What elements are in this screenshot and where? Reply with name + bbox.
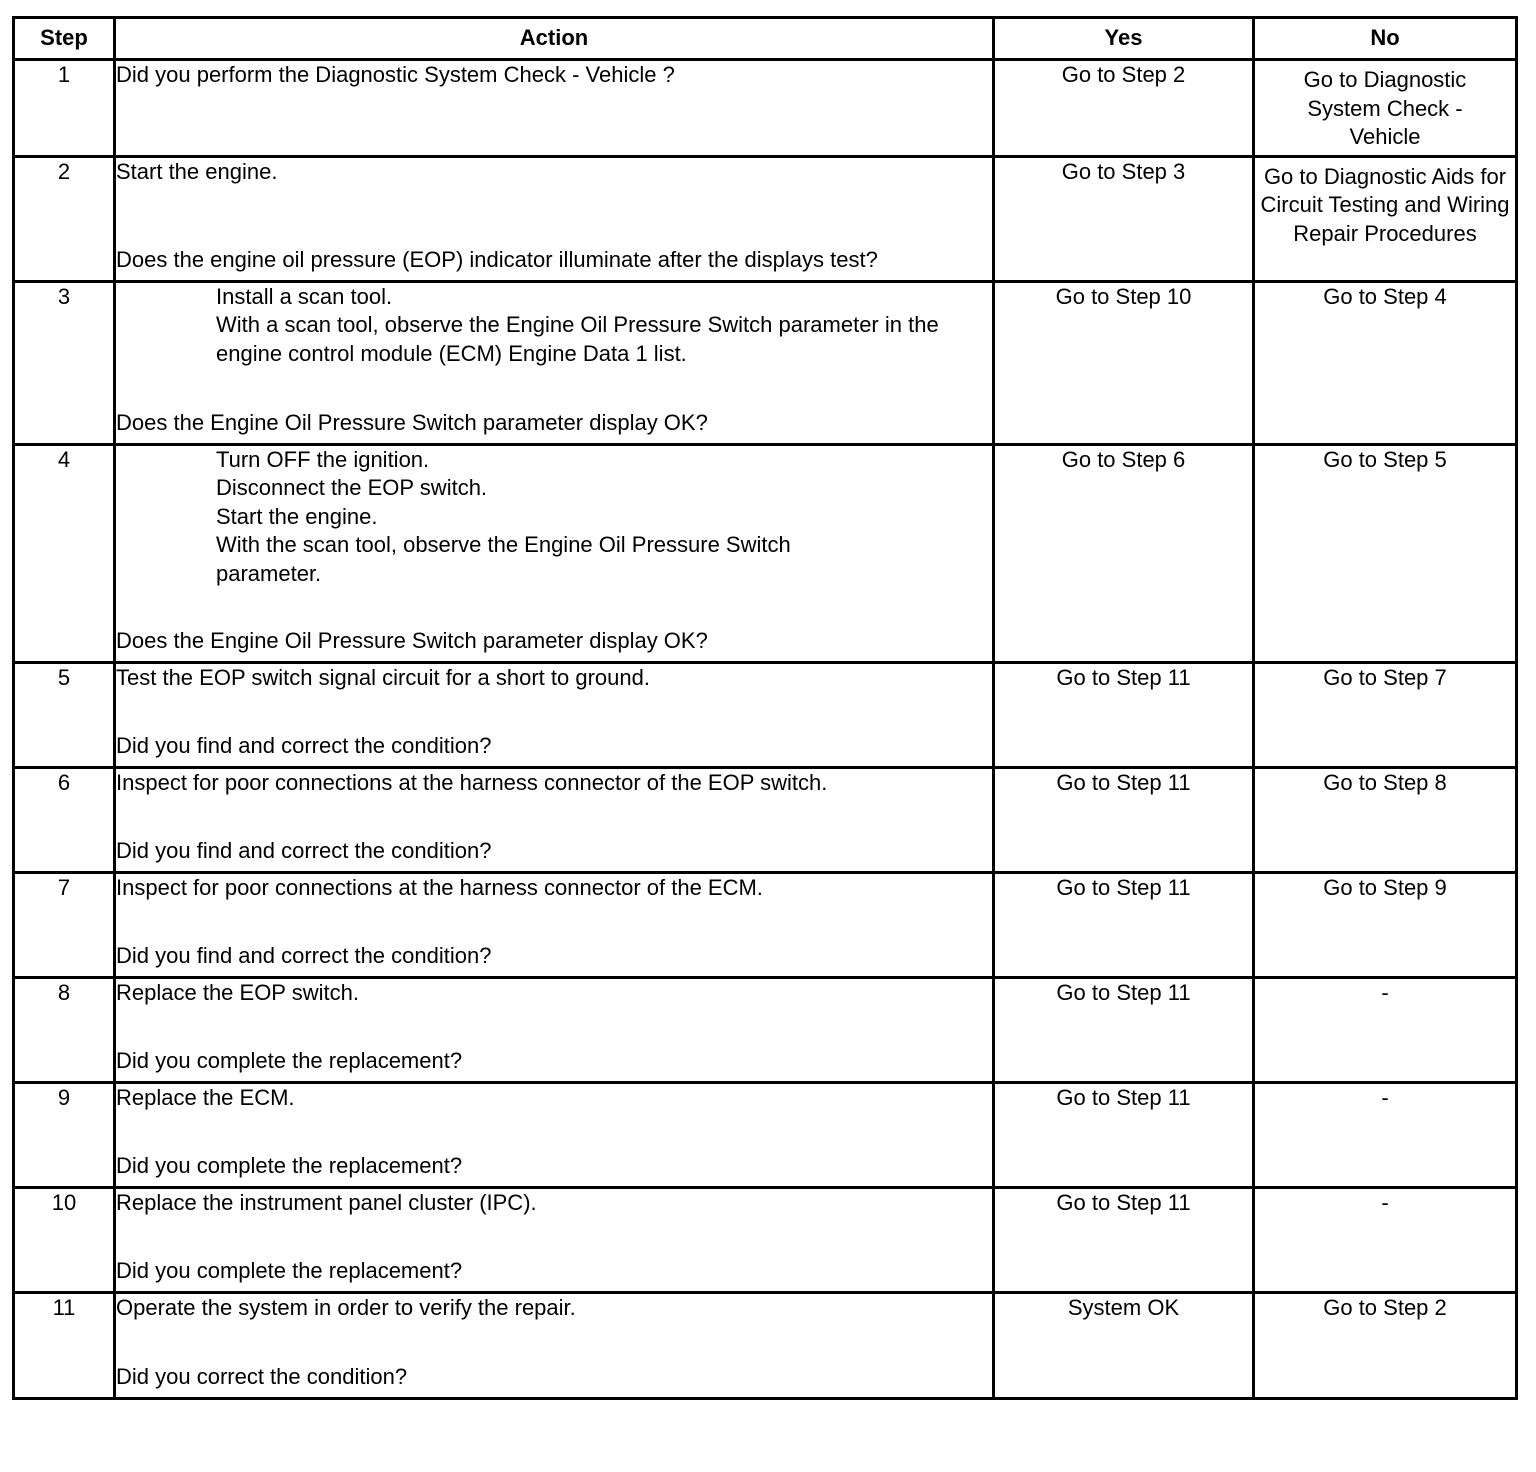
action-instruction: Turn OFF the ignition. bbox=[216, 446, 430, 472]
action-cell bbox=[115, 1082, 994, 1187]
yes-result: Go to Step 11 bbox=[994, 1187, 1254, 1292]
action-cell bbox=[115, 872, 994, 977]
spacer bbox=[116, 1322, 992, 1363]
header-step: Step bbox=[14, 18, 115, 60]
table-row bbox=[14, 1292, 1517, 1398]
action-question: Did you find and correct the condition? bbox=[116, 733, 492, 758]
action-instruction: Disconnect the EOP switch. bbox=[216, 475, 488, 500]
action-question: Did you find and correct the condition? bbox=[116, 943, 492, 968]
no-result: - bbox=[1254, 1187, 1517, 1292]
header-no: No bbox=[1254, 18, 1517, 60]
step-number: 1 bbox=[14, 60, 115, 157]
step-number: 4 bbox=[14, 444, 115, 662]
action-cell bbox=[115, 444, 994, 662]
spacer bbox=[116, 368, 992, 409]
step-number: 7 bbox=[14, 872, 115, 977]
spacer bbox=[116, 90, 992, 147]
yes-result: Go to Step 11 bbox=[994, 977, 1254, 1082]
header-yes: Yes bbox=[994, 18, 1254, 60]
action-instruction: Replace the EOP switch. bbox=[116, 979, 359, 1005]
step-number: 2 bbox=[14, 156, 115, 281]
header-action: Action bbox=[115, 18, 994, 60]
action-instruction: Operate the system in order to verify the repair. bbox=[116, 1294, 576, 1320]
step-number: 5 bbox=[14, 662, 115, 767]
yes-result: Go to Step 11 bbox=[994, 1082, 1254, 1187]
action-question: Does the Engine Oil Pressure Switch parameter display OK? bbox=[116, 628, 708, 653]
table-row bbox=[14, 1187, 1517, 1292]
yes-result: Go to Step 6 bbox=[994, 444, 1254, 662]
action-instruction: Replace the instrument panel cluster (IPC). bbox=[116, 1189, 537, 1215]
step-number: 8 bbox=[14, 977, 115, 1082]
spacer bbox=[116, 1217, 992, 1257]
yes-result: Go to Step 11 bbox=[994, 767, 1254, 872]
action-question: Does the engine oil pressure (EOP) indicator illuminate after the displays test? bbox=[116, 247, 878, 272]
action-instruction: Start the engine. bbox=[216, 503, 378, 529]
action-cell bbox=[115, 767, 994, 872]
action-instruction: Inspect for poor connections at the harness connector of the EOP switch. bbox=[116, 769, 828, 795]
action-question: Did you complete the replacement? bbox=[116, 1153, 463, 1178]
action-instruction: With the scan tool, observe the Engine Oil Pressure Switch parameter. bbox=[216, 532, 797, 586]
step-number: 3 bbox=[14, 281, 115, 444]
action-instruction: Did you perform the Diagnostic System Check - Vehicle ? bbox=[116, 62, 675, 87]
action-cell bbox=[115, 60, 994, 157]
table-row bbox=[14, 1082, 1517, 1187]
action-cell bbox=[115, 662, 994, 767]
step-number: 9 bbox=[14, 1082, 115, 1187]
action-cell bbox=[115, 1187, 994, 1292]
table-row bbox=[14, 662, 1517, 767]
table-row bbox=[14, 977, 1517, 1082]
table-row bbox=[14, 767, 1517, 872]
action-cell bbox=[115, 156, 994, 281]
action-instruction: Replace the ECM. bbox=[116, 1084, 295, 1110]
action-cell bbox=[115, 281, 994, 444]
no-result: Go to Step 8 bbox=[1254, 767, 1517, 872]
action-question: Did you correct the condition? bbox=[116, 1364, 408, 1389]
action-question: Did you complete the replacement? bbox=[116, 1048, 463, 1073]
header-row bbox=[14, 18, 1517, 60]
table-row bbox=[14, 156, 1517, 281]
yes-result: Go to Step 3 bbox=[994, 156, 1254, 281]
action-question: Does the Engine Oil Pressure Switch parameter display OK? bbox=[116, 410, 708, 435]
no-result: Go to Step 5 bbox=[1254, 444, 1517, 662]
spacer bbox=[116, 1112, 992, 1152]
diagnostic-table bbox=[12, 16, 1518, 1400]
action-instruction: Install a scan tool. bbox=[216, 283, 393, 309]
yes-result: Go to Step 11 bbox=[994, 872, 1254, 977]
no-result: Go to Step 2 bbox=[1254, 1292, 1517, 1398]
no-result: Go to Step 9 bbox=[1254, 872, 1517, 977]
spacer bbox=[116, 186, 992, 246]
yes-result: Go to Step 11 bbox=[994, 662, 1254, 767]
action-question: Did you find and correct the condition? bbox=[116, 838, 492, 863]
table-row bbox=[14, 60, 1517, 157]
no-result: Go to Diagnostic Aids for Circuit Testing and Wiring Repair Procedures bbox=[1254, 156, 1517, 281]
no-result: Go to Step 7 bbox=[1254, 662, 1517, 767]
action-cell bbox=[115, 1292, 994, 1398]
spacer bbox=[116, 902, 992, 942]
step-number: 10 bbox=[14, 1187, 115, 1292]
spacer bbox=[116, 797, 992, 837]
table-row bbox=[14, 872, 1517, 977]
step-number: 6 bbox=[14, 767, 115, 872]
action-question: Did you complete the replacement? bbox=[116, 1258, 463, 1283]
step-number: 11 bbox=[14, 1292, 115, 1398]
yes-result: System OK bbox=[994, 1292, 1254, 1398]
yes-result: Go to Step 10 bbox=[994, 281, 1254, 444]
action-instruction: With a scan tool, observe the Engine Oil Pressure Switch parameter in the engine control module (ECM) Engine Data 1 list. bbox=[216, 312, 945, 366]
action-instruction: Test the EOP switch signal circuit for a short to ground. bbox=[116, 664, 650, 690]
action-instruction: Inspect for poor connections at the harness connector of the ECM. bbox=[116, 874, 763, 900]
no-result: - bbox=[1254, 1082, 1517, 1187]
no-result: - bbox=[1254, 977, 1517, 1082]
action-cell bbox=[115, 977, 994, 1082]
no-result: Go to Diagnostic System Check - Vehicle bbox=[1254, 60, 1517, 157]
spacer bbox=[116, 588, 992, 627]
action-instruction: Start the engine. bbox=[116, 158, 278, 184]
spacer bbox=[116, 692, 992, 732]
table-row bbox=[14, 281, 1517, 444]
table-row bbox=[14, 444, 1517, 662]
spacer bbox=[116, 1007, 992, 1047]
yes-result: Go to Step 2 bbox=[994, 60, 1254, 157]
no-result: Go to Step 4 bbox=[1254, 281, 1517, 444]
